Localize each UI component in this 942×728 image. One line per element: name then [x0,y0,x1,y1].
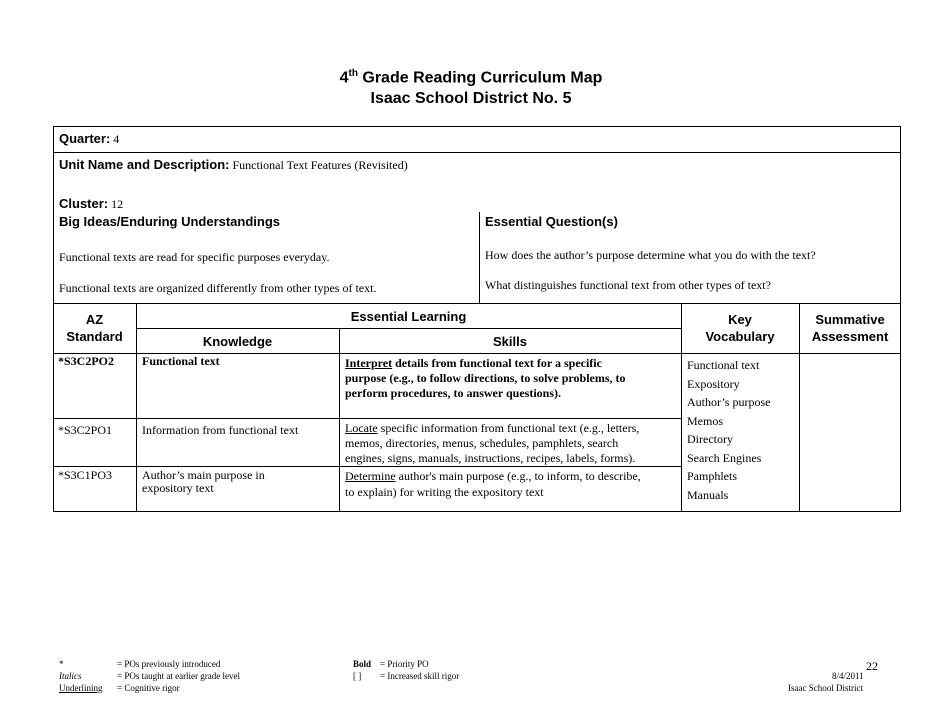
legend-desc: = Cognitive rigor [117,683,180,693]
legend-symbol: Bold [353,659,372,669]
footer-district: Isaac School District [788,683,863,693]
divider [53,152,901,153]
district-title: Isaac School District No. 5 [370,90,572,107]
page-title: 4th Grade Reading Curriculum Map [339,68,603,87]
big-idea-item: Functional texts are read for specific purposes everyday. [59,250,330,264]
essential-question-item: What distinguishes functional text from other types of text? [485,278,771,292]
legend-symbol: Underlining [59,683,103,693]
vocabulary-list [687,356,770,504]
big-idea-item: Functional texts are organized differently from other types of text. [59,281,377,295]
divider [339,328,340,512]
divider [53,418,681,419]
vocab-item: Expository [687,376,740,391]
essential-question-item: How does the author’s purpose determine what you do with the text? [485,248,816,262]
quarter-field: Quarter: 4 [59,131,120,146]
skills-cell: Interpret details from functional text for a specific purpose (e.g., to follow directions, to solve problems, to perform procedures, to answer questions). [345,356,626,400]
vocab-item: Functional text [687,358,760,372]
skills-cell: Determine author's main purpose (e.g., to inform, to describe, to explain) for writing the expository text [345,469,641,499]
legend-symbol: Italics [59,671,82,681]
legend-desc: = Increased skill rigor [380,671,460,681]
vocab-item: Memos [687,413,723,428]
knowledge-cell: Information from functional text [142,423,299,437]
vocab-item: Author’s purpose [687,395,771,409]
divider [479,212,480,303]
vocab-item: Directory [687,432,733,446]
divider [53,466,681,467]
legend-desc: = Priority PO [380,659,429,669]
legend-desc: = POs previously introduced [117,659,221,669]
divider [53,303,901,304]
knowledge-cell: Functional text [142,354,220,368]
legend-symbol: * [59,659,64,669]
cluster-field: Cluster: 12 [59,196,124,211]
divider [136,328,681,329]
skills-header: Skills [493,334,527,349]
legend-symbol: [ ] [353,671,362,681]
az-standard-header: AZ Standard [66,312,123,344]
vocab-item: Pamphlets [687,469,737,483]
legend-desc: = POs taught at earlier grade level [117,671,241,681]
summative-assessment-header: Summative Assessment [811,312,889,344]
knowledge-header: Knowledge [202,334,273,349]
knowledge-cell: Author’s main purpose in expository text [142,468,265,495]
essential-learning-header: Essential Learning [350,309,467,324]
standard-code: *S3C2PO2 [58,354,115,368]
page-number: 22 [866,659,878,673]
vocab-item: Manuals [687,487,729,502]
standard-code: *S3C1PO3 [58,468,113,482]
standard-code: *S3C2PO1 [58,423,113,437]
big-ideas-heading: Big Ideas/Enduring Understandings [59,214,281,229]
essential-questions-heading: Essential Question(s) [485,214,618,229]
vocab-item: Search Engines [687,450,762,465]
footer-date: 8/4/2011 [832,671,864,681]
unit-field: Unit Name and Description: Functional Text Features (Revisited) [59,157,408,172]
key-vocabulary-header: Key Vocabulary [705,312,775,344]
skills-cell: Locate specific information from functional text (e.g., letters, memos, directories, menus, schedules, pamphlets, search engines, signs, manuals, instructions, recipes, labels, forms). [345,421,640,465]
